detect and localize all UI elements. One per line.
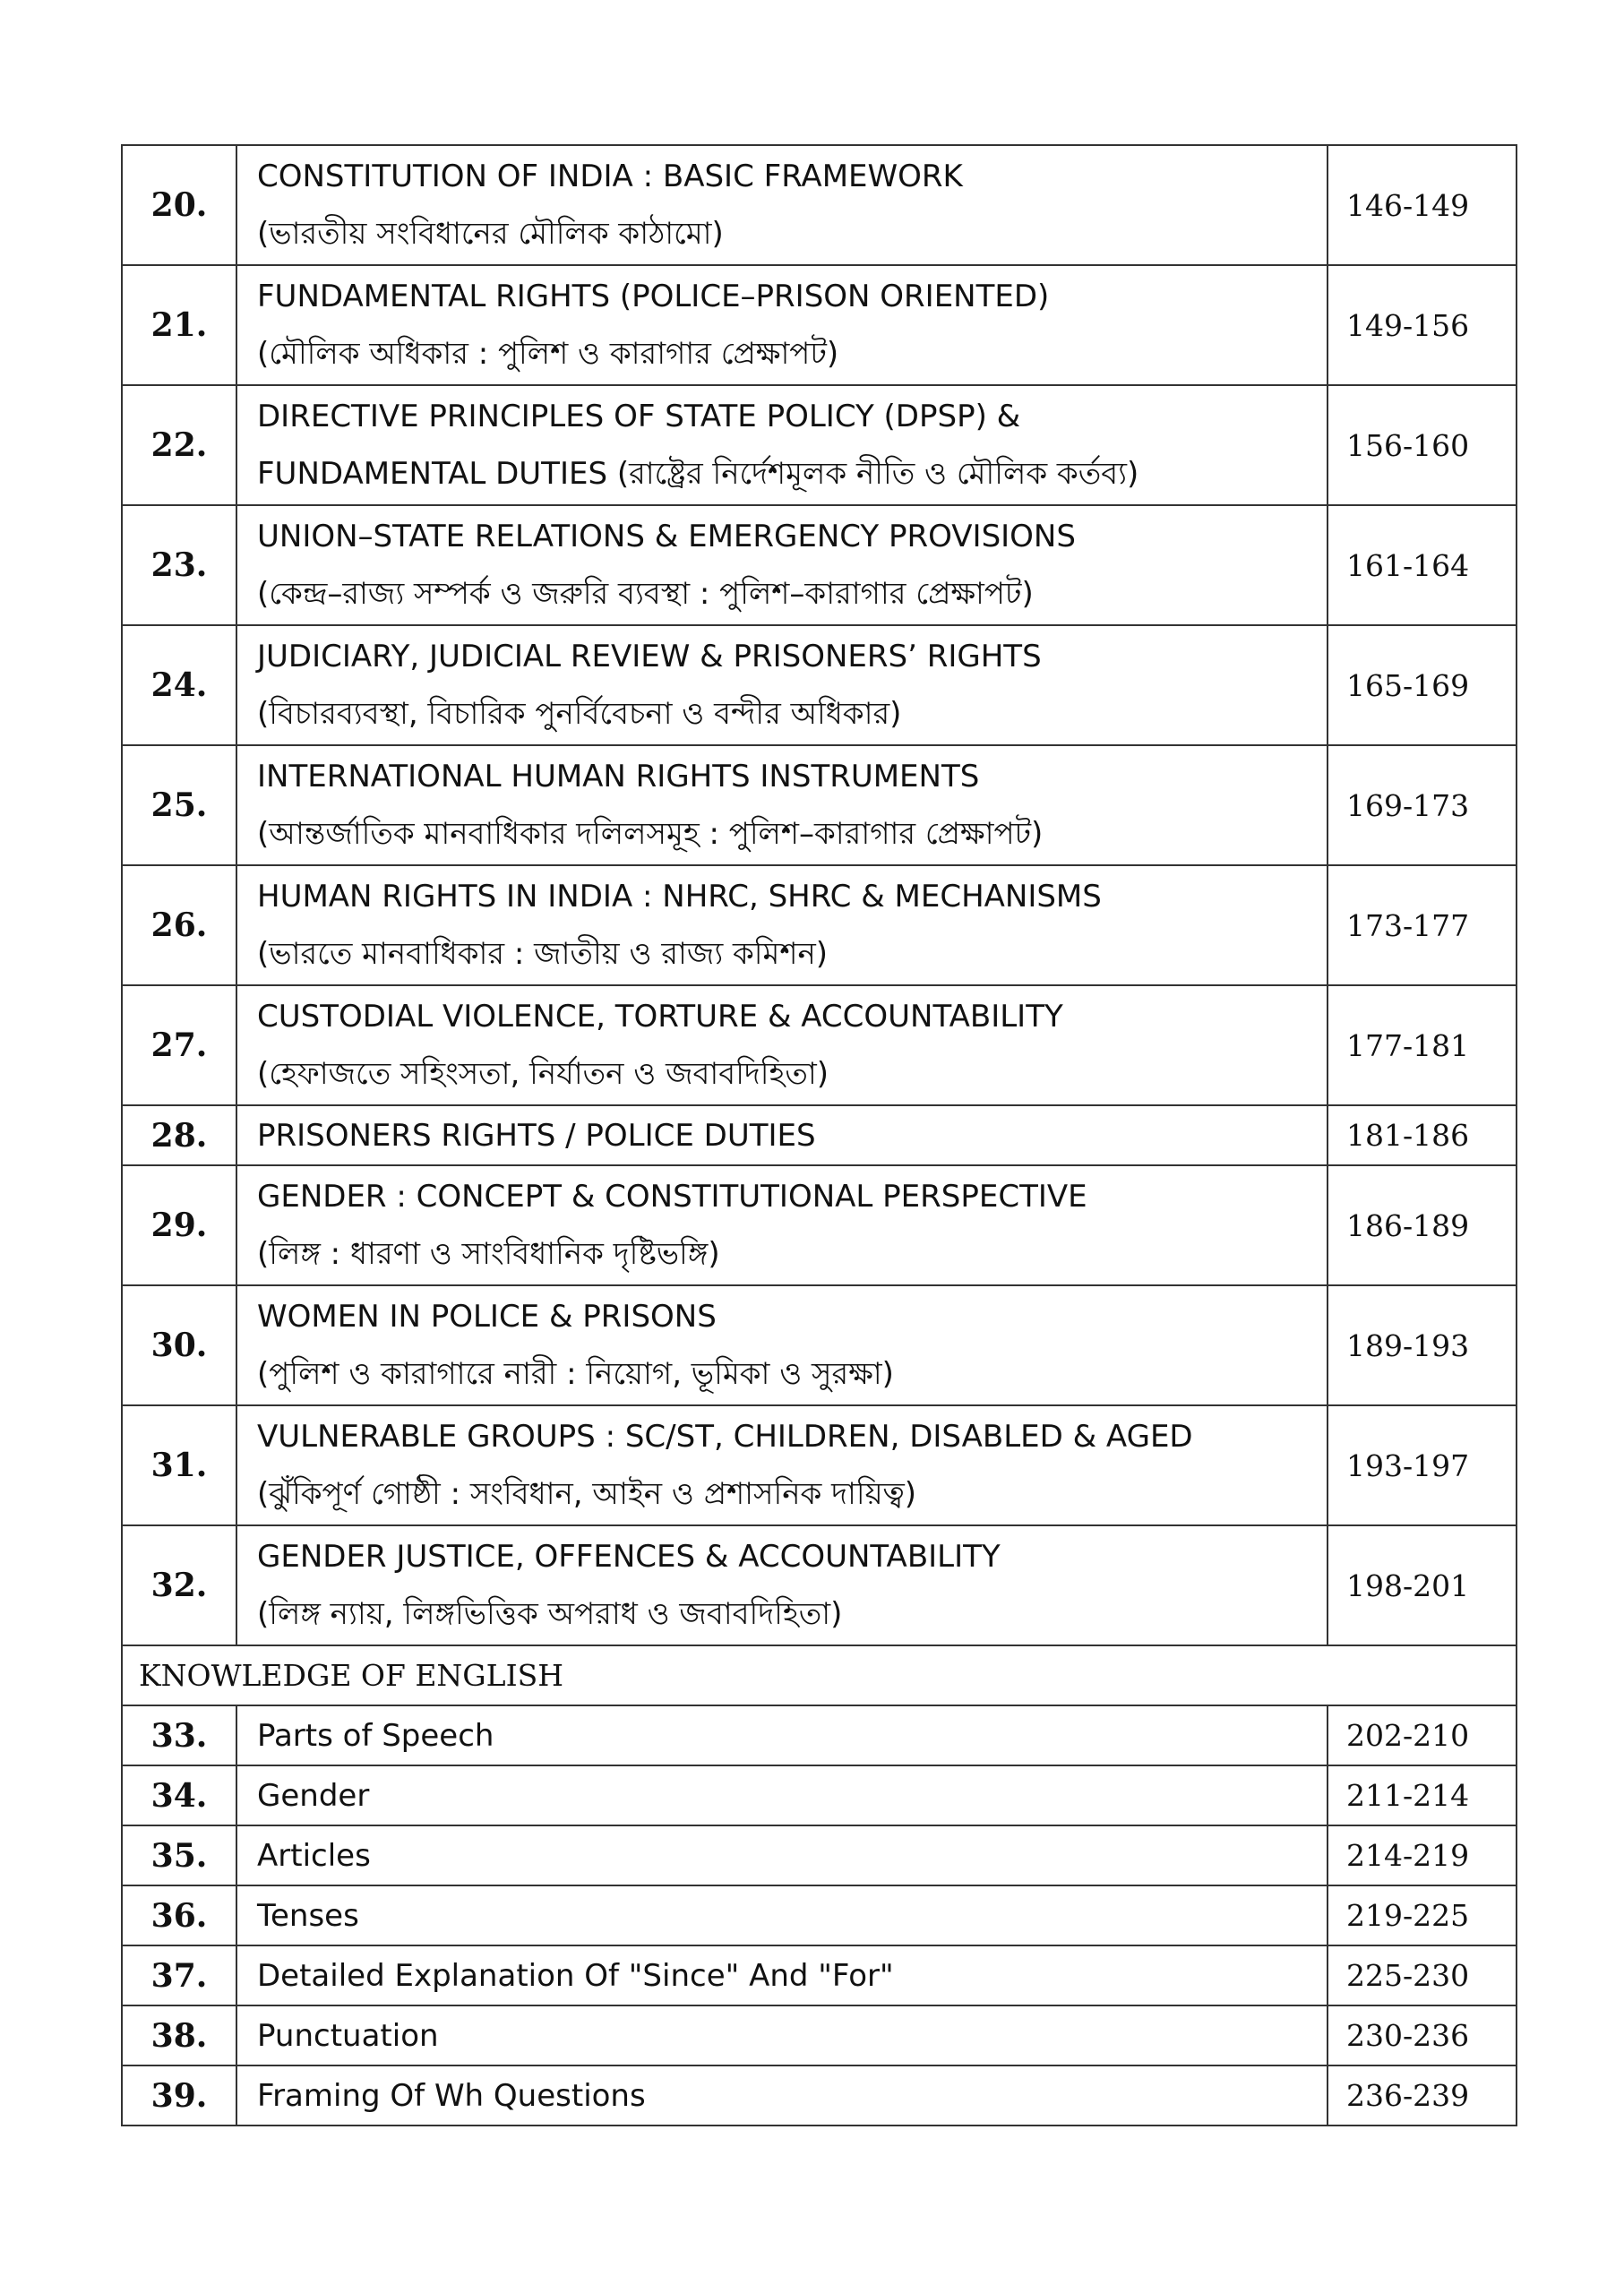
chapter-title-bengali: FUNDAMENTAL DUTIES (রাষ্ট্রের নির্দেশমূলক নীতি ও মৌলিক কর্তব্য) <box>257 456 1139 492</box>
chapter-number: 22. <box>122 385 236 505</box>
table-of-contents <box>121 144 1517 2126</box>
chapter-title <box>236 985 1328 1105</box>
chapter-title <box>236 1285 1328 1405</box>
page-range: 169-173 <box>1328 745 1517 865</box>
chapter-title <box>236 1405 1328 1525</box>
chapter-title: Tenses <box>236 1885 1328 1945</box>
chapter-number: 39. <box>122 2065 236 2126</box>
chapter-title-bengali: (লিঙ্গ : ধারণা ও সাংবিধানিক দৃষ্টিভঙ্গি) <box>257 1236 720 1272</box>
chapter-title-english: CONSTITUTION OF INDIA : BASIC FRAMEWORK <box>257 159 963 194</box>
chapter-title-english: GENDER : CONCEPT & CONSTITUTIONAL PERSPECTIVE <box>257 1179 1087 1215</box>
table-row <box>122 1945 1517 2005</box>
chapter-title-bengali: (ভারতে মানবাধিকার : জাতীয় ও রাজ্য কমিশন) <box>257 936 829 972</box>
chapter-title-bengali: (কেন্দ্র–রাজ্য সম্পর্ক ও জরুরি ব্যবস্থা : পুলিশ–কারাগার প্রেক্ষাপট) <box>257 576 1034 612</box>
chapter-title <box>236 505 1328 625</box>
page-range: 177-181 <box>1328 985 1517 1105</box>
chapter-title <box>236 1525 1328 1645</box>
table-row <box>122 2065 1517 2126</box>
chapter-title <box>236 625 1328 745</box>
chapter-title-bengali: (পুলিশ ও কারাগারে নারী : নিয়োগ, ভূমিকা ও সুরক্ষা) <box>257 1356 894 1392</box>
table-row <box>122 265 1517 385</box>
chapter-number: 32. <box>122 1525 236 1645</box>
chapter-number: 25. <box>122 745 236 865</box>
page-range: 236-239 <box>1328 2065 1517 2126</box>
chapter-number: 23. <box>122 505 236 625</box>
page-range: 186-189 <box>1328 1165 1517 1285</box>
table-row <box>122 1285 1517 1405</box>
chapter-title: Detailed Explanation Of "Since" And "For" <box>236 1945 1328 2005</box>
chapter-title-bengali: (ঝুঁকিপূর্ণ গোষ্ঠী : সংবিধান, আইন ও প্রশাসনিক দায়িত্ব) <box>257 1476 917 1512</box>
chapter-number: 34. <box>122 1765 236 1825</box>
chapter-title-english: FUNDAMENTAL RIGHTS (POLICE–PRISON ORIENTED) <box>257 279 1050 314</box>
chapter-title <box>236 1105 1328 1165</box>
page-range: 193-197 <box>1328 1405 1517 1525</box>
chapter-title: Framing Of Wh Questions <box>236 2065 1328 2126</box>
chapter-number: 30. <box>122 1285 236 1405</box>
page-range: 202-210 <box>1328 1705 1517 1765</box>
table-row <box>122 1405 1517 1525</box>
table-row <box>122 625 1517 745</box>
page-range: 156-160 <box>1328 385 1517 505</box>
chapter-title <box>236 865 1328 985</box>
chapter-number: 31. <box>122 1405 236 1525</box>
chapter-number: 27. <box>122 985 236 1105</box>
table-row <box>122 1165 1517 1285</box>
chapter-title <box>236 745 1328 865</box>
section-row <box>122 1645 1517 1705</box>
chapter-title-english: PRISONERS RIGHTS / POLICE DUTIES <box>257 1117 816 1154</box>
chapter-title-bengali: (লিঙ্গ ন্যায়, লিঙ্গভিত্তিক অপরাধ ও জবাবদিহিতা) <box>257 1596 843 1632</box>
chapter-title: Articles <box>236 1825 1328 1885</box>
chapter-title-bengali: (হেফাজতে সহিংসতা, নির্যাতন ও জবাবদিহিতা) <box>257 1056 829 1092</box>
page-range: 214-219 <box>1328 1825 1517 1885</box>
chapter-title-english: INTERNATIONAL HUMAN RIGHTS INSTRUMENTS <box>257 759 980 794</box>
table-row <box>122 385 1517 505</box>
table-row <box>122 985 1517 1105</box>
chapter-number: 28. <box>122 1105 236 1165</box>
table-row <box>122 1705 1517 1765</box>
chapter-title-bengali: (আন্তর্জাতিক মানবাধিকার দলিলসমূহ : পুলিশ–কারাগার প্রেক্ষাপট) <box>257 816 1044 852</box>
section-heading: KNOWLEDGE OF ENGLISH <box>122 1645 1517 1705</box>
chapter-title <box>236 145 1328 265</box>
chapter-number: 21. <box>122 265 236 385</box>
table-row <box>122 1105 1517 1165</box>
page-range: 146-149 <box>1328 145 1517 265</box>
table-row <box>122 2005 1517 2065</box>
page-range: 149-156 <box>1328 265 1517 385</box>
table-row <box>122 145 1517 265</box>
page-range: 198-201 <box>1328 1525 1517 1645</box>
page-range: 211-214 <box>1328 1765 1517 1825</box>
table-row <box>122 1885 1517 1945</box>
chapter-title: Gender <box>236 1765 1328 1825</box>
table-row <box>122 865 1517 985</box>
chapter-number: 37. <box>122 1945 236 2005</box>
table-row <box>122 1825 1517 1885</box>
chapter-title: Punctuation <box>236 2005 1328 2065</box>
chapter-number: 35. <box>122 1825 236 1885</box>
chapter-number: 26. <box>122 865 236 985</box>
chapter-number: 29. <box>122 1165 236 1285</box>
chapter-number: 20. <box>122 145 236 265</box>
chapter-title-english: HUMAN RIGHTS IN INDIA : NHRC, SHRC & MECHANISMS <box>257 879 1102 915</box>
chapter-title-bengali: (মৌলিক অধিকার : পুলিশ ও কারাগার প্রেক্ষাপট) <box>257 336 839 372</box>
chapter-title <box>236 1165 1328 1285</box>
chapter-number: 38. <box>122 2005 236 2065</box>
chapter-title-english: GENDER JUSTICE, OFFENCES & ACCOUNTABILITY <box>257 1539 1001 1575</box>
page-range: 165-169 <box>1328 625 1517 745</box>
chapter-title-english: VULNERABLE GROUPS : SC/ST, CHILDREN, DISABLED & AGED <box>257 1419 1193 1455</box>
chapter-title <box>236 385 1328 505</box>
chapter-title <box>236 265 1328 385</box>
chapter-title-english: UNION–STATE RELATIONS & EMERGENCY PROVISIONS <box>257 519 1076 554</box>
chapter-title-bengali: (বিচারব্যবস্থা, বিচারিক পুনর্বিবেচনা ও বন্দীর অধিকার) <box>257 696 902 732</box>
chapter-title: Parts of Speech <box>236 1705 1328 1765</box>
page-range: 189-193 <box>1328 1285 1517 1405</box>
chapter-number: 36. <box>122 1885 236 1945</box>
page-range: 181-186 <box>1328 1105 1517 1165</box>
table-row <box>122 745 1517 865</box>
page-range: 230-236 <box>1328 2005 1517 2065</box>
chapter-title-english: CUSTODIAL VIOLENCE, TORTURE & ACCOUNTABILITY <box>257 999 1063 1035</box>
page-range: 225-230 <box>1328 1945 1517 2005</box>
chapter-title-english: DIRECTIVE PRINCIPLES OF STATE POLICY (DPSP) & <box>257 399 1021 434</box>
table-row <box>122 505 1517 625</box>
chapter-number: 33. <box>122 1705 236 1765</box>
table-row <box>122 1525 1517 1645</box>
chapter-title-bengali: (ভারতীয় সংবিধানের মৌলিক কাঠামো) <box>257 216 724 252</box>
chapter-title-english: WOMEN IN POLICE & PRISONS <box>257 1299 717 1335</box>
table-row <box>122 1765 1517 1825</box>
chapter-title-english: JUDICIARY, JUDICIAL REVIEW & PRISONERS’ RIGHTS <box>257 639 1042 674</box>
page-range: 173-177 <box>1328 865 1517 985</box>
page-range: 161-164 <box>1328 505 1517 625</box>
page-range: 219-225 <box>1328 1885 1517 1945</box>
chapter-number: 24. <box>122 625 236 745</box>
